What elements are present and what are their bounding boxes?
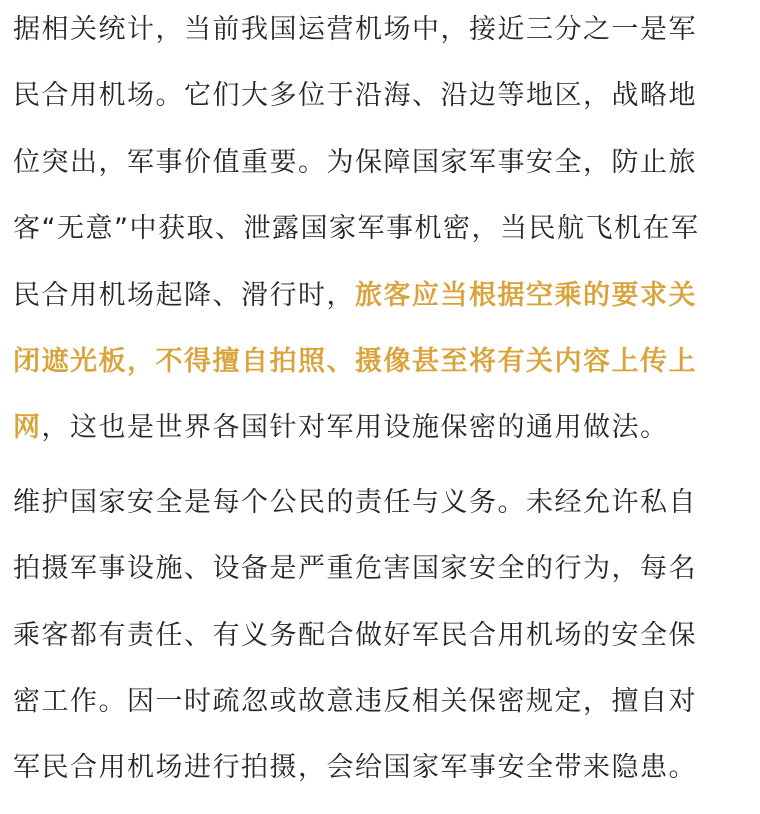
- plain-text: ，这也是世界各国针对军用设施保密的通用做法。: [41, 412, 669, 444]
- paragraph-military-airports: [13, 0, 743, 462]
- text-line: 密工作。因一时疏忽或故意违反相关保密规定，擅自对: [13, 685, 697, 717]
- plain-text: 民合用机场起降、滑行时，: [13, 279, 355, 311]
- text-line: 据相关统计，当前我国运营机场中，接近三分之一是军: [13, 14, 697, 45]
- text-line: [13, 395, 743, 461]
- text-line: 乘客都有责任、有义务配合做好军民合用机场的安全保: [13, 619, 697, 651]
- text-line: 军民合用机场进行拍摄，会给国家军事安全带来隐患。: [13, 752, 697, 784]
- article-body: [13, 0, 743, 802]
- highlighted-text: 旅客应当根据空乘的要求关: [355, 279, 697, 311]
- text-line: 拍摄军事设施、设备是严重危害国家安全的行为，每名: [13, 553, 697, 585]
- paragraph-national-security-duty: [13, 470, 743, 802]
- highlighted-text: 网: [13, 412, 42, 444]
- text-line: [13, 263, 743, 329]
- text-line: 客“无意”中获取、泄露国家军事机密，当民航飞机在军: [13, 213, 700, 245]
- text-line: 位突出，军事价值重要。为保障国家军事安全，防止旅: [13, 146, 697, 178]
- text-line: 维护国家安全是每个公民的责任与义务。未经允许私自: [13, 486, 697, 518]
- paragraph-spacer: [13, 462, 743, 470]
- text-line: [13, 329, 743, 395]
- text-line: 民合用机场。它们大多位于沿海、沿边等地区，战略地: [13, 80, 697, 112]
- highlighted-text: 闭遮光板，不得擅自拍照、摄像甚至将有关内容上传上: [13, 345, 697, 377]
